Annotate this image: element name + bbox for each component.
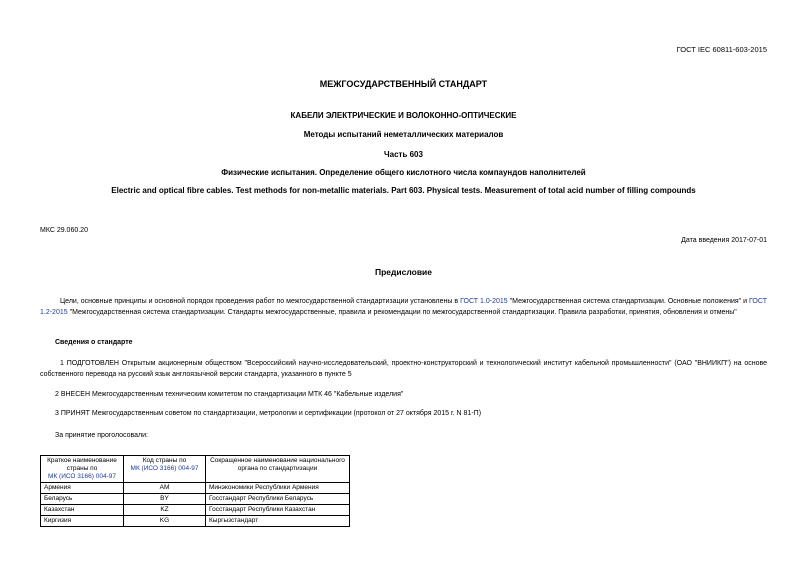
country-cell: Беларусь xyxy=(41,494,124,505)
code-cell: KZ xyxy=(124,505,206,516)
voting-countries-table xyxy=(40,455,350,527)
preface-heading: Предисловие xyxy=(374,267,433,277)
header-code xyxy=(124,456,206,483)
header-country xyxy=(41,456,124,483)
goals-text-a: Цели, основные принципы и основной порядок проведения работ по межгосударственной стандартизации установлены в xyxy=(60,298,461,305)
gost-1-2-link[interactable]: ГОСТ 1.2-2015 xyxy=(40,298,767,316)
body-cell: Минэкономики Республики Армения xyxy=(206,483,350,494)
body-cell: Кыргызстандарт xyxy=(206,516,350,527)
intro-date: Дата введения 2017-07-01 xyxy=(681,237,767,244)
voted-for-label: За принятие проголосовали: xyxy=(55,432,148,439)
table-row xyxy=(41,483,350,494)
goals-text-c: "Межгосударственная система стандартизации. Стандарты межгосударственные, правила и рекомендации по межгосударственной стандартизации. Правила разработки, принятия, обновления и отмены" xyxy=(67,309,737,316)
part-title: Часть 603 xyxy=(384,150,423,159)
gost-1-0-link[interactable]: ГОСТ 1.0-2015 xyxy=(460,298,508,305)
physical-tests-title: Физические испытания. Определение общего кислотного числа компаундов наполнителей xyxy=(221,168,586,177)
country-cell: Армения xyxy=(41,483,124,494)
english-title: Electric and optical fibre cables. Test methods for non-metallic materials. Part 603. Physical tests. Measurement of total acid number of filling compounds xyxy=(111,186,696,195)
preface-goals-paragraph xyxy=(40,296,767,318)
country-cell: Киргизия xyxy=(41,516,124,527)
mks-code: МКС 29.060.20 xyxy=(40,227,88,234)
code-cell: BY xyxy=(124,494,206,505)
goals-text-b: "Межгосударственная система стандартизации. Основные положения" и xyxy=(507,298,750,305)
standard-info-heading: Сведения о стандарте xyxy=(55,339,133,346)
prepared-by-paragraph: 1 ПОДГОТОВЛЕН Открытым акционерным обществом "Всероссийский научно-исследовательский, проектно-конструкторский и технологический институт кабельной промышленности" (ОАО "ВНИИКП") на основе собственного перевода на русский язык англоязычной версии стандарта, указанного в пункте 5 xyxy=(40,360,767,378)
submitted-by-paragraph: 2 ВНЕСЕН Межгосударственным техническим комитетом по стандартизации МТК 46 "Кабельные изделия" xyxy=(55,391,404,398)
header-country-text: Краткое наименование страны по xyxy=(47,457,117,472)
table-header-row xyxy=(41,456,350,483)
methods-title: Методы испытаний неметаллических материалов xyxy=(303,130,504,139)
standard-type-title: МЕЖГОСУДАРСТВЕННЫЙ СТАНДАРТ xyxy=(319,79,488,89)
table-row xyxy=(41,494,350,505)
table-row xyxy=(41,505,350,516)
code-cell: KG xyxy=(124,516,206,527)
table-row xyxy=(41,516,350,527)
country-cell: Казахстан xyxy=(41,505,124,516)
adopted-by-paragraph: 3 ПРИНЯТ Межгосударственным советом по стандартизации, метрологии и сертификации (протокол от 27 октября 2015 г. N 81-П) xyxy=(55,410,482,417)
body-cell: Госстандарт Республики Казахстан xyxy=(206,505,350,516)
cables-title: КАБЕЛИ ЭЛЕКТРИЧЕСКИЕ И ВОЛОКОННО-ОПТИЧЕСКИЕ xyxy=(290,111,517,120)
document-code: ГОСТ IEC 60811-603-2015 xyxy=(676,45,767,54)
code-cell: AM xyxy=(124,483,206,494)
header-body: Сокращенное наименование национального органа по стандартизации xyxy=(206,456,350,483)
header-country-link[interactable]: МК (ИСО 3166) 004-97 xyxy=(48,473,116,480)
header-code-text: Код страны по xyxy=(142,457,187,464)
header-code-link[interactable]: МК (ИСО 3166) 004-97 xyxy=(130,465,199,472)
body-cell: Госстандарт Республики Беларусь xyxy=(206,494,350,505)
